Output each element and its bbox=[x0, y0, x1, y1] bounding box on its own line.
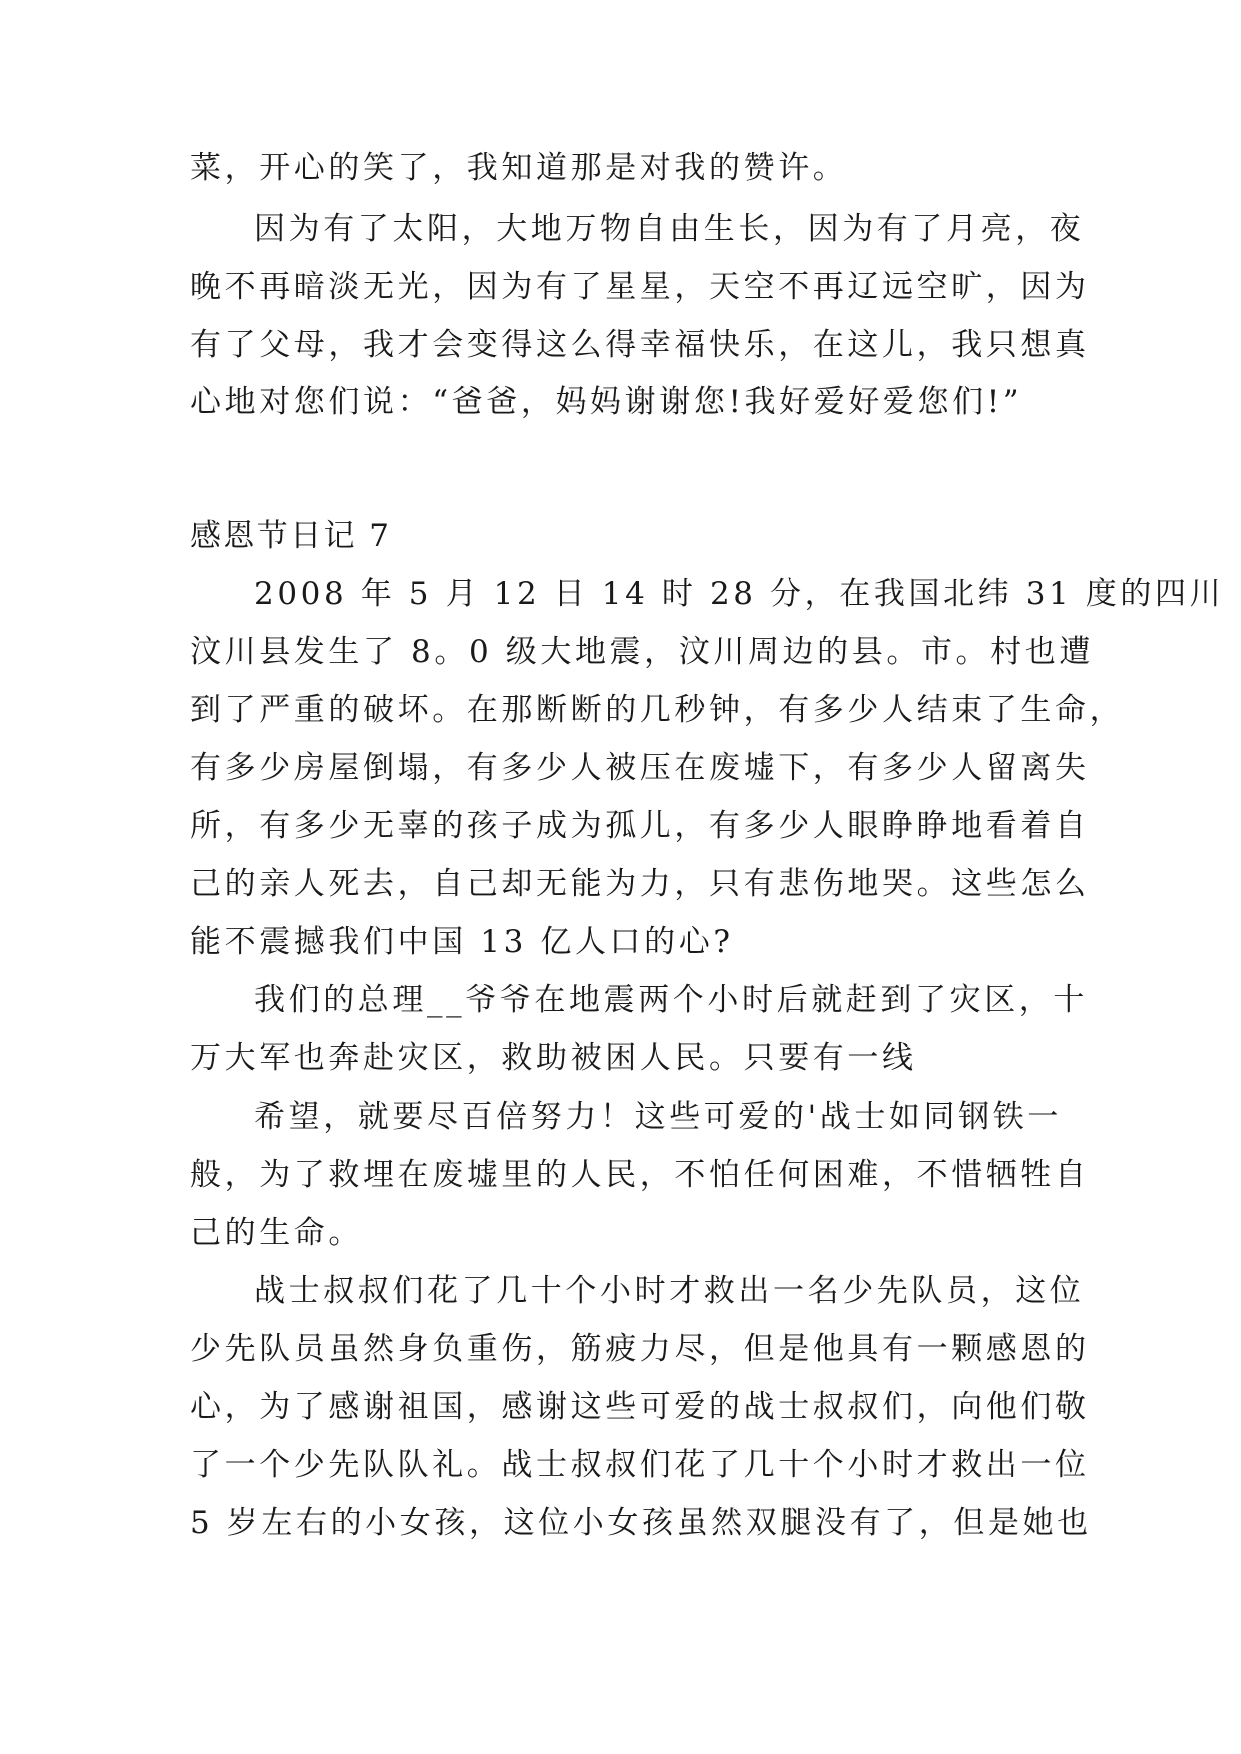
text-line: 5 岁左右的小女孩，这位小女孩虽然双腿没有了，但是她也 bbox=[190, 1505, 1092, 1541]
text-line: 菜，开心的笑了，我知道那是对我的赞许。 bbox=[190, 150, 848, 186]
text-line: 有多少房屋倒塌，有多少人被压在废墟下，有多少人留离失 bbox=[190, 750, 1090, 786]
text-line: 般，为了救埋在废墟里的人民，不怕任何困难，不惜牺牲自 bbox=[190, 1157, 1090, 1193]
text-line: 晚不再暗淡无光，因为有了星星，天空不再辽远空旷，因为 bbox=[190, 269, 1090, 305]
text-line: 万大军也奔赴灾区，救助被困人民。只要有一线 bbox=[190, 1040, 917, 1076]
text-line: 汶川县发生了 8。0 级大地震，汶川周边的县。市。村也遭 bbox=[190, 634, 1094, 670]
text-line: 心地对您们说：“爸爸，妈妈谢谢您!我好爱好爱您们!” bbox=[190, 384, 1023, 420]
text-line: 战士叔叔们花了几十个小时才救出一名少先队员，这位 bbox=[254, 1273, 1085, 1309]
text-line: 能不震撼我们中国 13 亿人口的心? bbox=[190, 924, 734, 960]
text-line: 心，为了感谢祖国，感谢这些可爱的战士叔叔们，向他们敬 bbox=[190, 1389, 1090, 1425]
text-line: 己的亲人死去，自己却无能为力，只有悲伤地哭。这些怎么 bbox=[190, 866, 1090, 902]
section-heading: 感恩节日记 7 bbox=[190, 518, 392, 554]
text-line: 了一个少先队队礼。战士叔叔们花了几十个小时才救出一位 bbox=[190, 1447, 1090, 1483]
text-line: 我们的总理__爷爷在地震两个小时后就赶到了灾区，十 bbox=[254, 982, 1088, 1018]
text-line: 2008 年 5 月 12 日 14 时 28 分，在我国北纬 31 度的四川 bbox=[254, 576, 1225, 612]
text-line: 到了严重的破坏。在那断断的几秒钟，有多少人结束了生命， bbox=[190, 692, 1125, 728]
text-line: 有了父母，我才会变得这么得幸福快乐，在这儿，我只想真 bbox=[190, 327, 1090, 363]
text-line: 希望，就要尽百倍努力！这些可爱的'战士如同钢铁一 bbox=[254, 1099, 1062, 1135]
text-line: 少先队员虽然身负重伤，筋疲力尽，但是他具有一颗感恩的 bbox=[190, 1331, 1090, 1367]
text-line: 所，有多少无辜的孩子成为孤儿，有多少人眼睁睁地看着自 bbox=[190, 808, 1090, 844]
text-line: 因为有了太阳，大地万物自由生长，因为有了月亮，夜 bbox=[254, 211, 1085, 247]
text-line: 己的生命。 bbox=[190, 1215, 363, 1251]
